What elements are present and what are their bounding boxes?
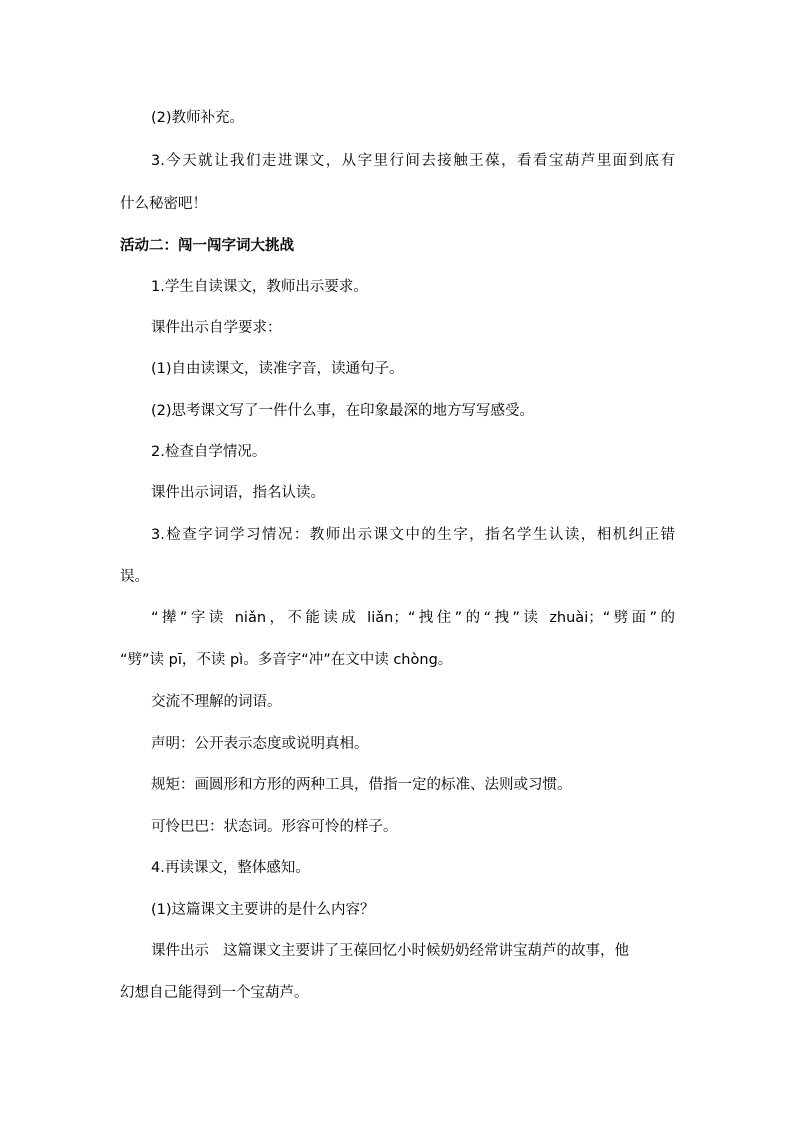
- paragraph-line: 4.再读课文，整体感知。: [151, 860, 310, 876]
- paragraph-line: 误。: [120, 569, 149, 585]
- paragraph-line: 3.今天就让我们走进课文，从字里行间去接触王葆，看看宝葫芦里面到底有: [151, 153, 675, 169]
- paragraph-line: “劈”读 pī，不读 pì。多音字“冲”在文中读 chòng。: [120, 652, 453, 668]
- definition-line: 可怜巴巴：状态词。形容可怜的样子。: [151, 819, 398, 835]
- paragraph-line: 3.检查字词学习情况：教师出示课文中的生字，指名学生认读，相机纠正错: [151, 527, 675, 543]
- list-item: (1)自由读课文，读准字音，读通句子。: [151, 361, 404, 377]
- paragraph-line: (2)教师补充。: [151, 110, 245, 126]
- definition-line: 声明：公开表示态度或说明真相。: [151, 736, 369, 752]
- paragraph-line: “撵”字读 niǎn，不能读成 liǎn；“拽住”的“拽”读 zhuài；“劈面”的: [151, 610, 675, 626]
- paragraph-line: 课件出示自学要求：: [151, 320, 282, 336]
- courseware-label: 课件出示: [151, 943, 209, 959]
- list-item: (2)思考课文写了一件什么事，在印象最深的地方写写感受。: [151, 403, 535, 419]
- paragraph-line: 什么秘密吧！: [120, 196, 207, 212]
- paragraph-line: 幻想自己能得到一个宝葫芦。: [120, 985, 309, 1001]
- paragraph-line: 1.学生自读课文，教师出示要求。: [151, 279, 368, 295]
- paragraph-line: 2.检查自学情况。: [151, 444, 267, 460]
- list-item: (1)这篇课文主要讲的是什么内容？: [151, 902, 375, 918]
- paragraph-line: 课件出示词语，指名认读。: [151, 485, 325, 501]
- paragraph-line: 交流不理解的词语。: [151, 694, 282, 710]
- paragraph-text: 这篇课文主要讲了王葆回忆小时候奶奶经常讲宝葫芦的故事，他: [223, 943, 629, 959]
- paragraph-line: [151, 941, 675, 961]
- section-heading: 活动二：闯一闯字词大挑战: [120, 238, 294, 254]
- definition-line: 规矩：画圆形和方形的两种工具，借指一定的标准、法则或习惯。: [151, 777, 572, 793]
